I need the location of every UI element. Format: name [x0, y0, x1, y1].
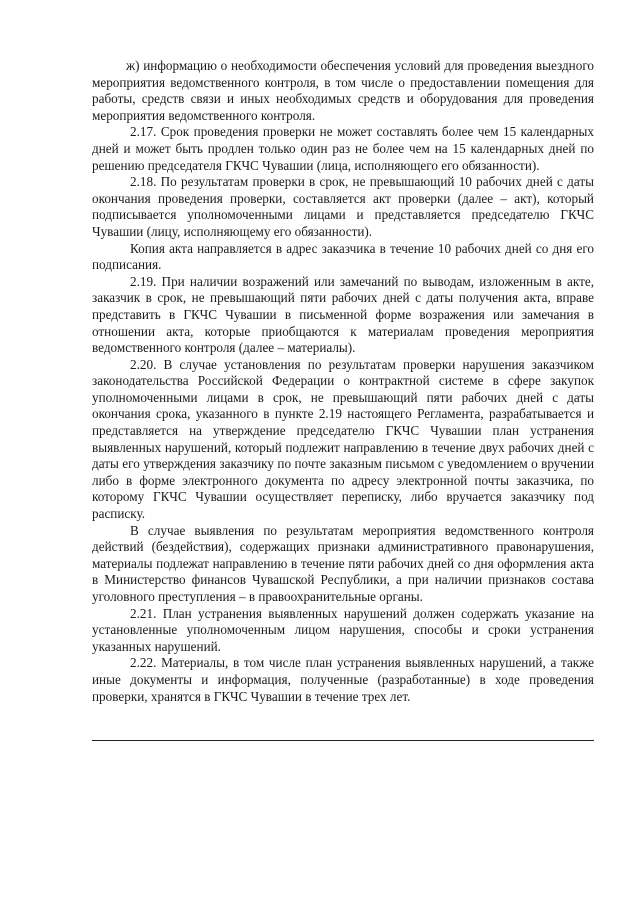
paragraph-2-22: 2.22. Материалы, в том числе план устранения выявленных нарушений, а также иные документы и информация, полученные (разработанные) в ходе проведения проверки, хранятся в ГКЧС Чувашии в течение трех лет. — [92, 655, 594, 704]
end-divider-line — [92, 740, 594, 741]
document-body — [92, 58, 594, 705]
paragraph-2-20: 2.20. В случае установления по результатам проверки нарушения заказчиком законодательства Российской Федерации о контрактной системе в сфере закупок уполномоченными лицами в срок, не превышающий пяти рабочих дней с даты окончания срока, указанного в пункте 2.19 настоящего Регламента, разрабатывается и представляется на утверждение председателю ГКЧС Чувашии план устранения выявленных нарушений, который подлежит направлению в течение двух рабочих дней с даты его утверждения заказчику по почте заказным письмом с уведомлением о вручении либо в форме электронного документа по адресу электронной почты заказчика, по которому ГКЧС Чувашии осуществляет переписку, либо вручается заказчику под расписку. — [92, 356, 594, 522]
paragraph-violations: В случае выявления по результатам мероприятия ведомственного контроля действий (бездействия), содержащих признаки административного правонарушения, материалы подлежат направлению в течение пяти рабочих дней со дня оформления акта в Министерство финансов Чувашской Республики, а при наличии признаков состава уголовного преступления – в правоохранительные органы. — [92, 522, 594, 604]
paragraph-2-19: 2.19. При наличии возражений или замечаний по выводам, изложенным в акте, заказчик в срок, не превышающий пяти рабочих дней с даты получения акта, вправе представить в ГКЧС Чувашии в письменной форме возражения или замечания в отношении акта, которые приобщаются к материалам проведения мероприятия ведомственного контроля (далее – материалы). — [92, 273, 594, 356]
paragraph-act-copy: Копия акта направляется в адрес заказчика в течение 10 рабочих дней со дня его подписания. — [92, 240, 594, 273]
paragraph-2-17: 2.17. Срок проведения проверки не может составлять более чем 15 календарных дней и может быть продлен только один раз не более чем на 15 календарных дней по решению председателя ГКЧС Чувашии (лица, исполняющего его обязанности). — [92, 124, 594, 173]
paragraph-2-18: 2.18. По результатам проверки в срок, не превышающий 10 рабочих дней с даты окончания проведения проверки, составляется акт проверки (далее – акт), который подписывается уполномоченными лицами и представляется председателю ГКЧС Чувашии (лицу, исполняющему его обязанности). — [92, 174, 594, 239]
paragraph-item-zh: ж) информацию о необходимости обеспечения условий для проведения выездного мероприятия ведомственного контроля, в том числе о предоставлении помещения для работы, средств связи и иных необходимых средств и оборудования для проведения мероприятия ведомственного контроля. — [92, 58, 594, 123]
paragraph-2-21: 2.21. План устранения выявленных нарушений должен содержать указание на установленные уполномоченным лицом нарушения, способы и сроки устранения указанных нарушений. — [92, 605, 594, 654]
